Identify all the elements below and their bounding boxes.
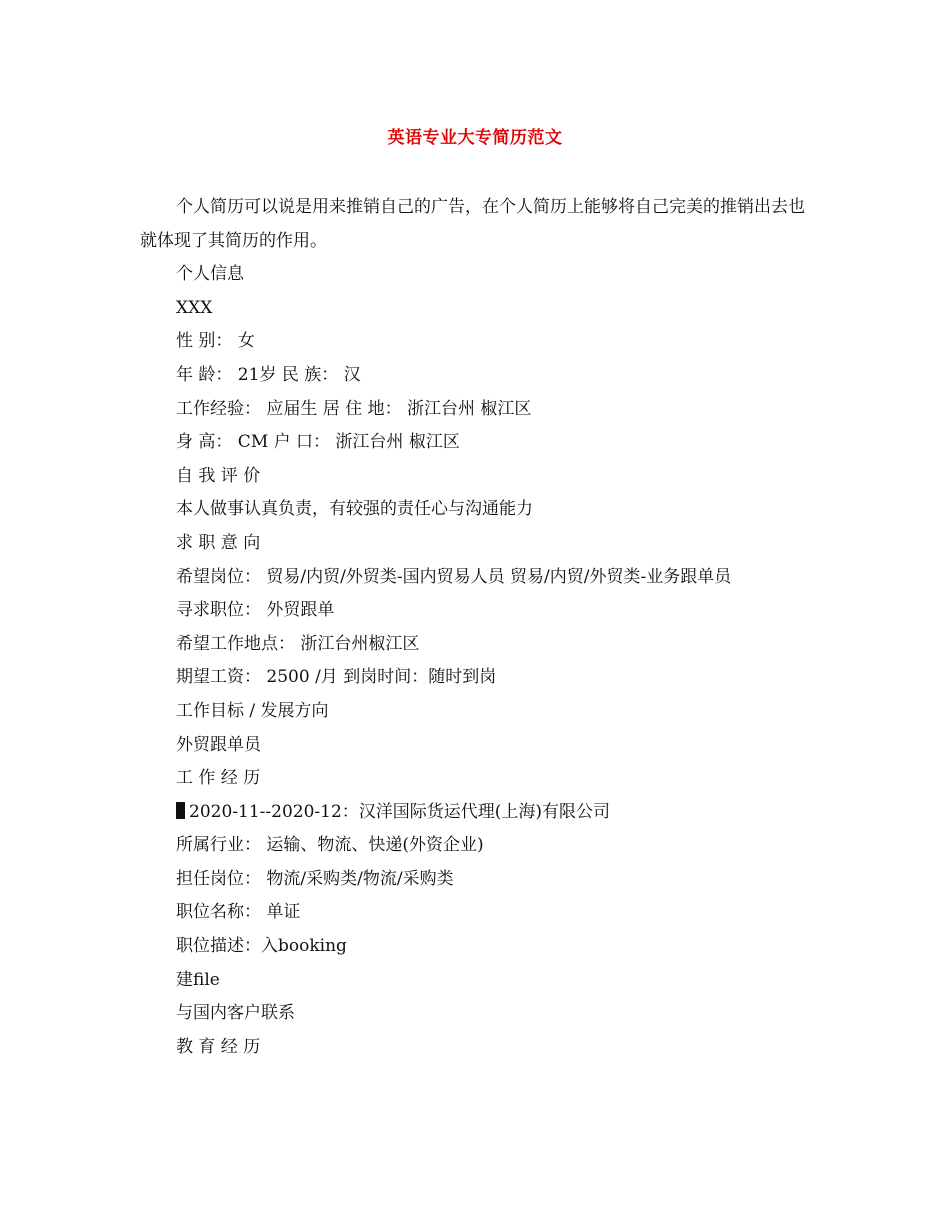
job-period-line (140, 796, 820, 830)
job-period-text: 2020-11--2020-12：汉洋国际货运代理(上海)有限公司 (189, 801, 611, 822)
seeking-position-line: 寻求职位： 外贸跟单 (176, 600, 335, 621)
height-hukou-line: 身 高： CM 户 口： 浙江台州 椒江区 (176, 432, 460, 453)
edu-heading: 教 育 经 历 (176, 1036, 261, 1057)
intro-paragraph: 个人简历可以说是用来推销自己的广告，在个人简历上能够将自己完美的推销出去也就体现了其简历的作用。 (140, 197, 805, 251)
industry-line: 所属行业： 运输、物流、快递(外资企业) (176, 835, 484, 856)
salary-arrival-line: 期望工资： 2500 /月 到岗时间：随时到岗 (176, 667, 497, 688)
bullet-square-icon (176, 802, 185, 819)
experience-residence-line: 工作经验： 应届生 居 住 地： 浙江台州 椒江区 (176, 398, 532, 419)
desired-location-line: 希望工作地点： 浙江台州椒江区 (176, 633, 420, 654)
self-eval-heading: 自 我 评 价 (176, 465, 261, 486)
self-eval-text: 本人做事认真负责，有较强的责任心与沟通能力 (176, 499, 533, 520)
desired-positions-line: 希望岗位： 贸易/内贸/外贸类-国内贸易人员 贸易/内贸/外贸类-业务跟单员 (176, 566, 732, 587)
document-body (140, 191, 820, 1064)
document-title: 英语专业大专简历范文 (387, 128, 563, 148)
job-desc-line-2: 建file (176, 969, 220, 990)
name-line: XXX (176, 297, 213, 318)
intent-heading: 求 职 意 向 (176, 532, 261, 553)
role-line: 担任岗位： 物流/采购类/物流/采购类 (176, 868, 454, 889)
job-desc-line-3: 与国内客户联系 (176, 1003, 295, 1024)
work-heading: 工 作 经 历 (176, 768, 261, 789)
age-ethnicity-line: 年 龄： 21岁 民 族： 汉 (176, 364, 361, 385)
personal-info-heading: 个人信息 (176, 264, 244, 285)
goal-heading: 工作目标 / 发展方向 (176, 700, 329, 721)
job-desc-line: 职位描述：入booking (176, 936, 347, 957)
goal-text: 外贸跟单员 (176, 734, 261, 755)
job-title-line: 职位名称： 单证 (176, 902, 301, 923)
gender-line: 性 别： 女 (176, 331, 255, 352)
